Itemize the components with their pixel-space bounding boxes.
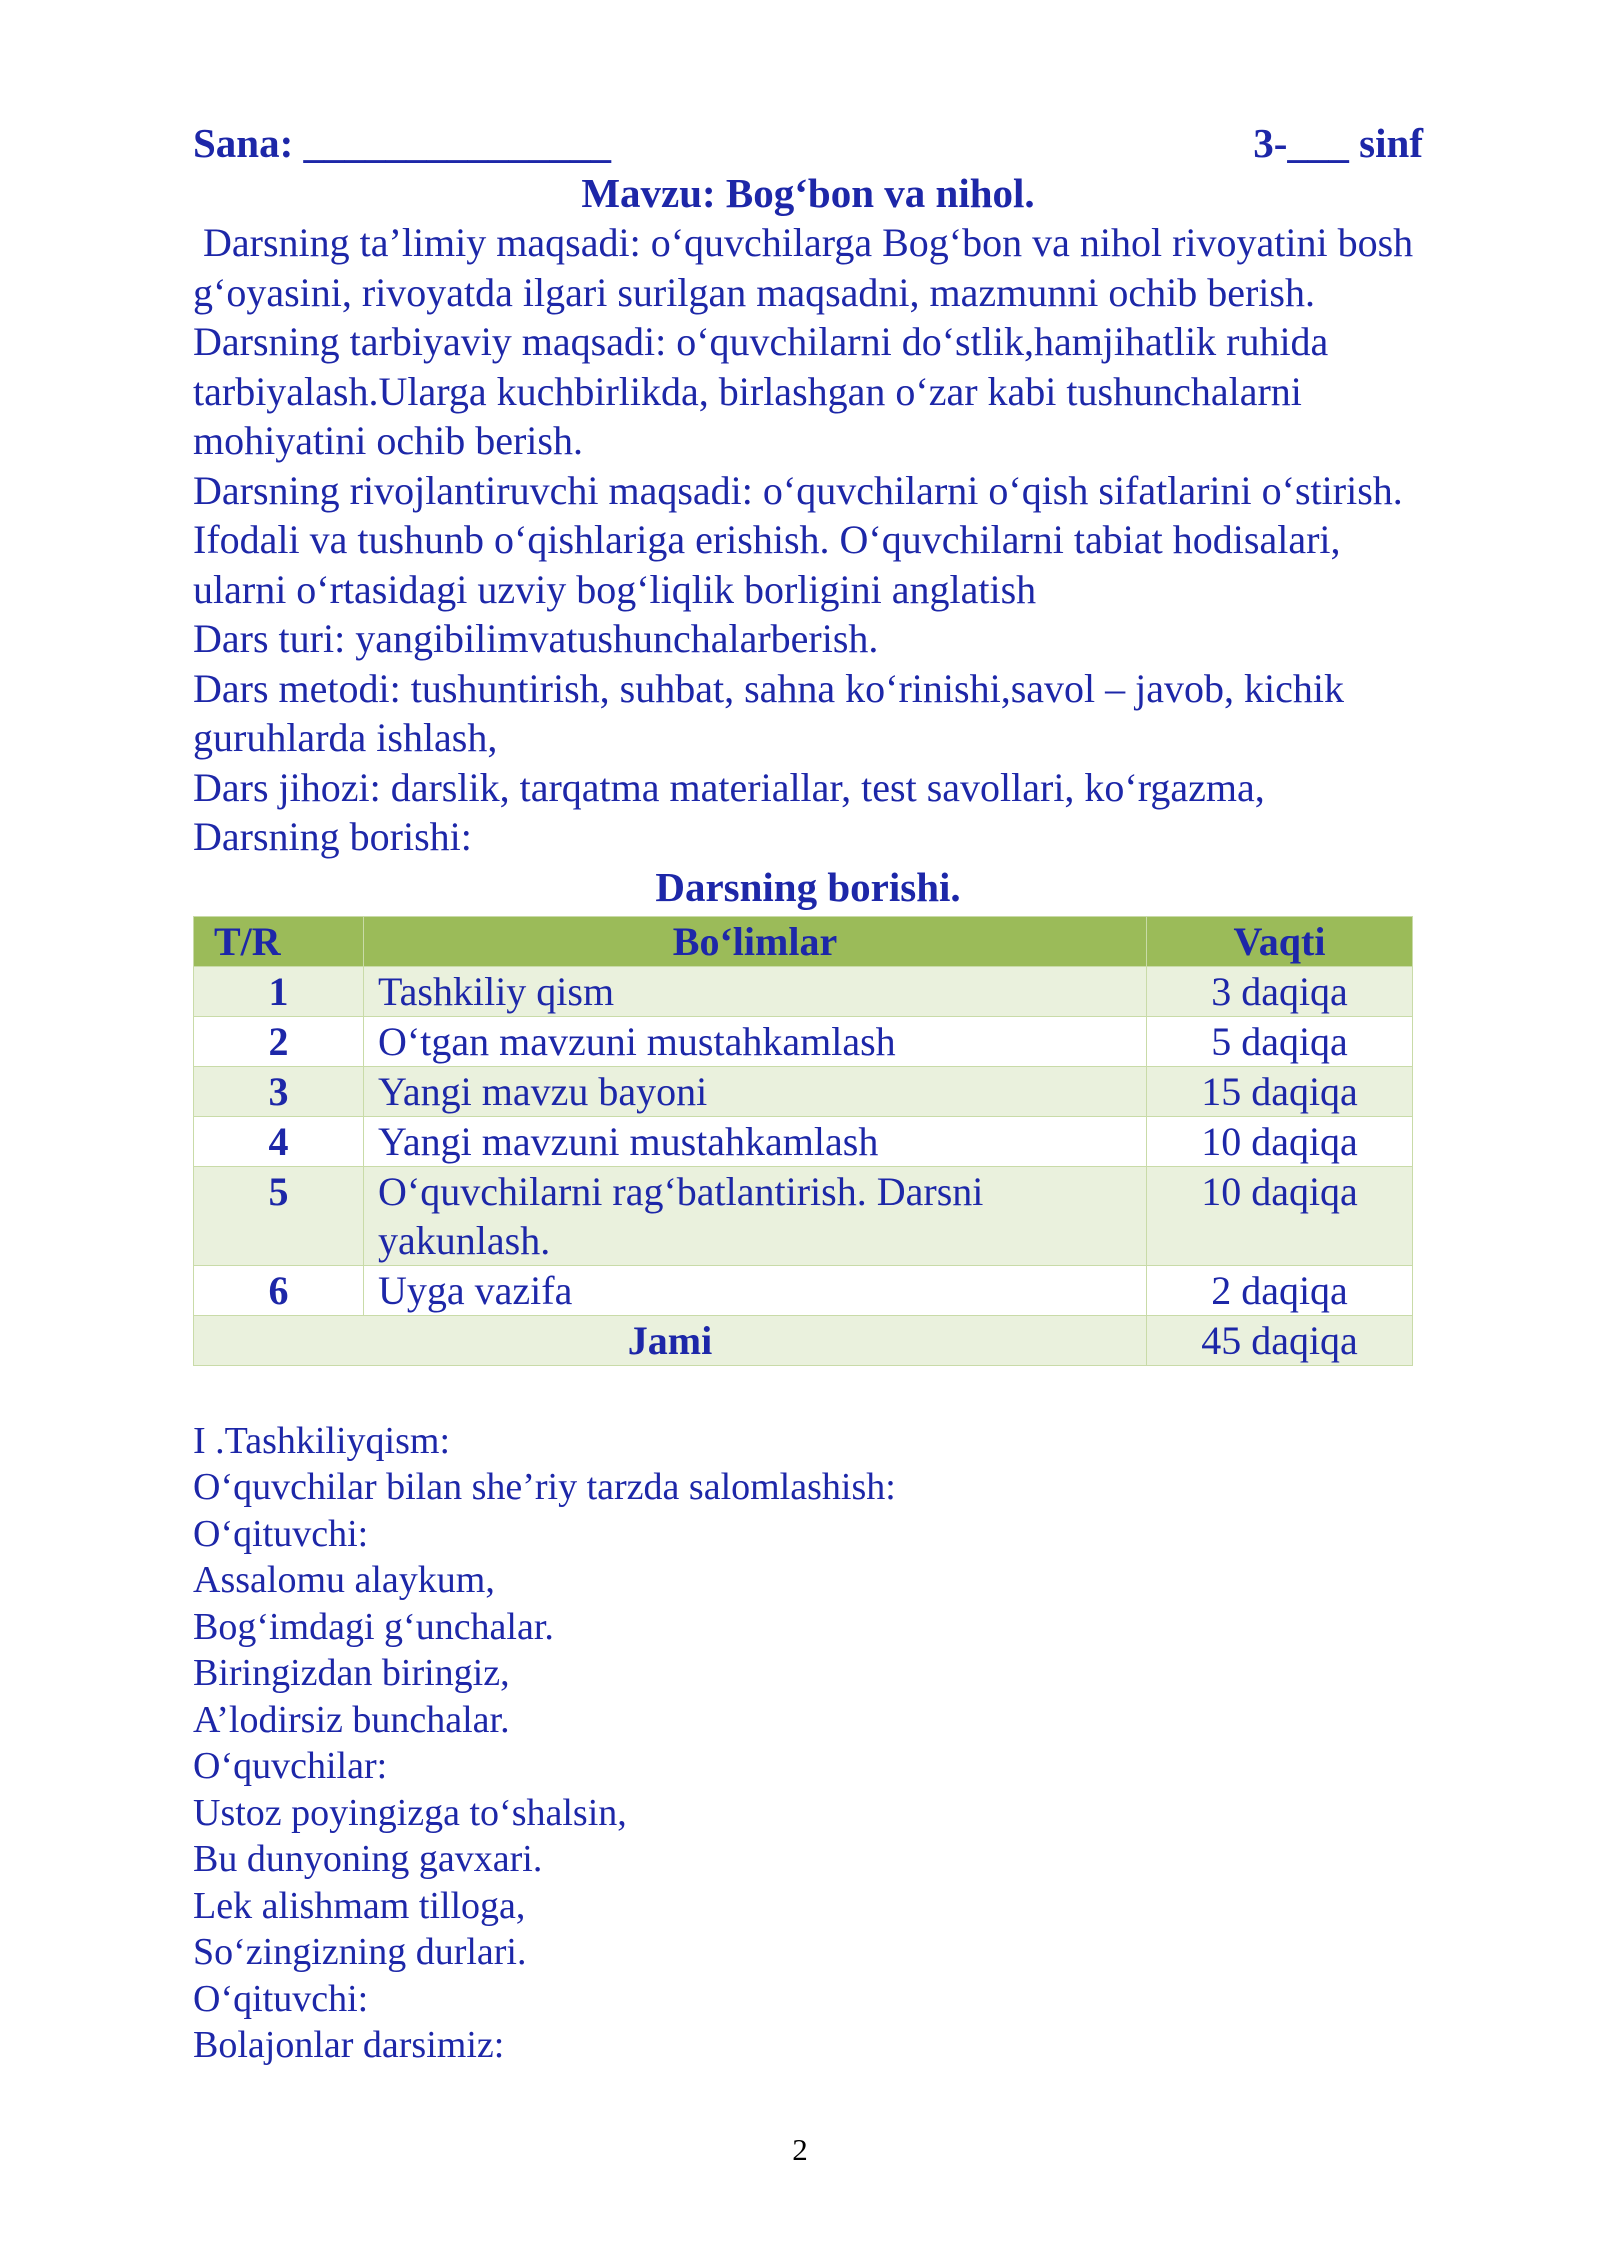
speaker-label: O‘qituvchi: [193,1512,369,1555]
poem-line: A’lodirsiz bunchalar. [193,1698,510,1741]
row-num: 2 [194,1016,364,1066]
speaker-label: O‘quvchilar: [193,1745,388,1787]
table-row [194,1166,1413,1265]
row-time: 3 daqiqa [1147,966,1413,1016]
total-label: Jami [194,1315,1147,1365]
header-time: Vaqti [1147,916,1413,966]
table-row [194,1066,1413,1116]
document-page [193,118,1423,2069]
paragraph-lesson-method: Dars metodi: tushuntirish, suhbat, sahna ko‘rinishi,savol – javob, kichik guruhlarda ishlash, [193,665,1344,760]
row-num: 1 [194,966,364,1016]
poem-line: Biringizdan biringiz, [193,1652,510,1694]
row-time: 10 daqiqa [1147,1116,1413,1166]
table-row [194,966,1413,1016]
greeting-poem [193,1418,1423,2069]
row-section: Uyga vazifa [364,1265,1147,1315]
row-time: 2 daqiqa [1147,1265,1413,1315]
row-section: O‘quvchilarni rag‘batlantirish. Darsni yakunlash. [364,1166,1147,1265]
row-time: 10 daqiqa [1147,1166,1413,1265]
paragraph-educational-goal: Darsning ta’limiy maqsadi: o‘quvchilarga Bog‘bon va nihol rivoyatini bosh g‘oyasini, rivoyatda ilgari surilgan maqsadni, mazmunni ochib berish. [193,220,1424,315]
class-label: 3-___ sinf [1253,120,1423,166]
poem-line: Ustoz poyingizga to‘shalsin, [193,1791,627,1834]
row-section: Yangi mavzuni mustahkamlash [364,1116,1147,1166]
text-line: O‘quvchilar bilan she’riy tarzda salomlashish: [193,1466,896,1508]
section-heading: I .Tashkiliyqism: [193,1419,451,1462]
row-num: 4 [194,1116,364,1166]
paragraph-lesson-progress: Darsning borishi: [193,814,472,859]
paragraph-developmental-goal: Darsning rivojlantiruvchi maqsadi: o‘quvchilarni o‘qish sifatlarini o‘stirish. Ifodali va tushunb o‘qishlariga erishish. O‘quvchilarni tabiat hodisalari, ularni o‘rtasidagi uzviy bog‘liqlik borligini anglatish [193,467,1403,612]
row-time: 5 daqiqa [1147,1016,1413,1066]
text-line: Bolajonlar darsimiz: [193,2024,505,2066]
table-row [194,1116,1413,1166]
row-num: 5 [194,1166,364,1265]
paragraph-upbringing-goal: Darsning tarbiyaviy maqsadi: o‘quvchilarni do‘stlik,hamjihatlik ruhida tarbiyalash.Ularga kuchbirlikda, birlashgan o‘zar kabi tushunchalarni mohiyatini ochib berish. [193,319,1329,463]
paragraph-lesson-type: Dars turi: yangibilimvatushunchalarberish. [193,616,879,661]
lesson-plan-table [193,916,1413,1366]
row-num: 3 [194,1066,364,1116]
date-label: Sana: _______________ [193,120,612,166]
row-num: 6 [194,1265,364,1315]
speaker-label: O‘qituvchi: [193,1977,369,2020]
row-section: O‘tgan mavzuni mustahkamlash [364,1016,1147,1066]
poem-line: Bog‘imdagi g‘unchalar. [193,1605,554,1648]
row-time: 15 daqiqa [1147,1066,1413,1116]
paragraph-lesson-equipment: Dars jihozi: darslik, tarqatma materiallar, test savollari, ko‘rgazma, [193,764,1265,810]
header-row [193,118,1423,168]
table-header-row [194,916,1413,966]
poem-line: Bu dunyoning gavxari. [193,1838,543,1880]
table-row [194,1016,1413,1066]
lesson-topic: Mavzu: Bog‘bon va nihol. [581,170,1035,216]
poem-line: Lek alishmam tilloga, [193,1884,526,1927]
poem-line: Assalomu alaykum, [193,1559,495,1601]
total-time: 45 daqiqa [1147,1315,1413,1365]
table-row [194,1265,1413,1315]
table-total-row [194,1315,1413,1365]
header-num: T/R [194,916,364,966]
row-section: Tashkiliy qism [364,966,1147,1016]
plan-title: Darsning borishi. [655,863,961,910]
header-section: Bo‘limlar [364,916,1147,966]
poem-line: So‘zingizning durlari. [193,1931,527,1973]
page-number: 2 [792,2132,808,2167]
row-section: Yangi mavzu bayoni [364,1066,1147,1116]
